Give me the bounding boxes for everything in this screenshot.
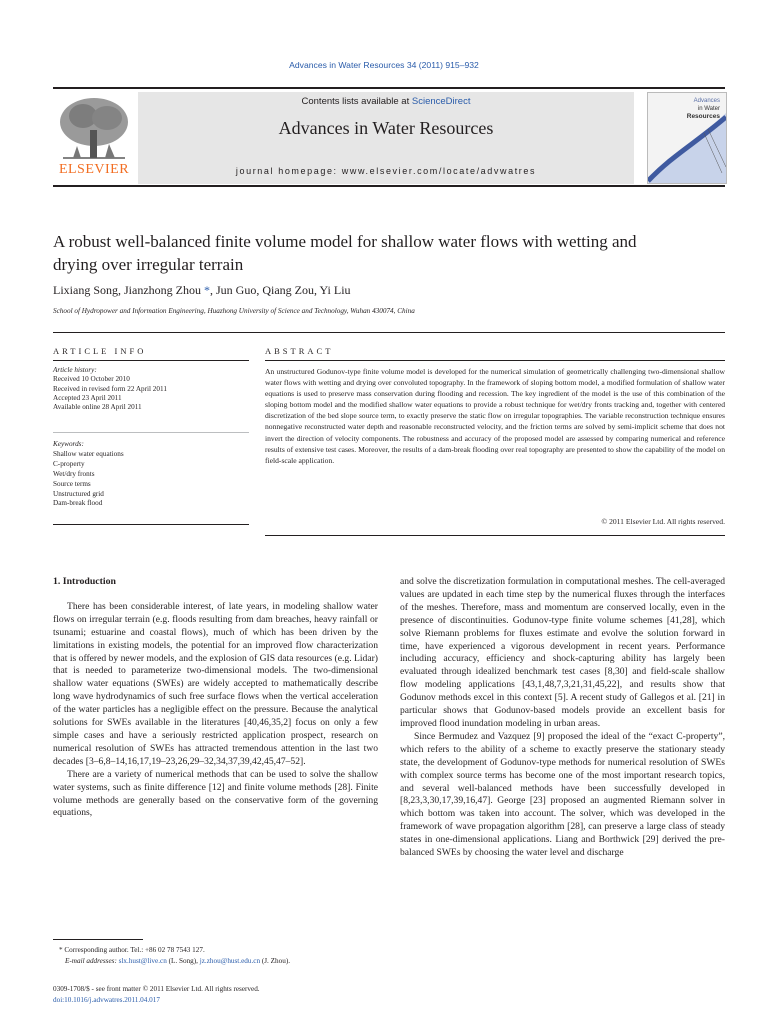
sciencedirect-link[interactable]: ScienceDirect <box>411 96 471 107</box>
abstract-copyright: © 2011 Elsevier Ltd. All rights reserved. <box>601 517 725 526</box>
history-item: Received in revised form 22 April 2011 <box>53 384 167 393</box>
history-item: Accepted 23 April 2011 <box>53 393 122 402</box>
keyword: Shallow water equations <box>53 449 124 458</box>
article-history <box>53 366 167 412</box>
corresponding-author-mark[interactable]: * <box>200 283 210 297</box>
email-owner: (L. Song), <box>166 956 200 965</box>
keywords-block <box>53 440 124 509</box>
abstract-rule <box>265 360 725 361</box>
abstract-text: An unstructured Godunov-type finite volume model is developed for the numerical simulation of geometrically challenging two-dimensional shallow water flows with wetting and drying over convoluted topography. In the framework of sloping bottom model, a modified formulation of shallow water equations is used to preserve mass conservation during flooding and recession. The key ingredient of the model is the use of this combination of the sloping bottom model and the modified shallow water equations to provide a robust technique for wet/dry fronts tracking and, together with centered discretization of the bed slope source term, to exactly preserve the static flow on irregular topographies. The variable reconstruction technique ensures nonnegative reconstructed water depth and reasonable reconstructed velocity, and the friction terms are solved by semi-implicit scheme that does not invert the direction of velocity components. The robustness and accuracy of the proposed model are assessed by comparing numerical and reference results of extensive test cases. Moreover, the results of a dam-break flooding over real topography are presented to show the capability of the model on field-scale application. <box>265 367 725 465</box>
body-paragraph: There are a variety of numerical methods that can be used to solve the shallow water systems, such as finite difference [12] and finite volume methods [28]. Finite volume methods are generally based on the conservative form of the governing equations, <box>53 768 378 819</box>
affiliation: School of Hydropower and Information Engineering, Huazhong University of Science and Technology, Wuhan 430074, China <box>53 307 415 315</box>
body-column-left <box>53 576 378 820</box>
keyword: Wet/dry fronts <box>53 469 95 478</box>
history-label: Article history: <box>53 366 97 374</box>
article-info-inner-rule <box>53 432 249 433</box>
keyword: Unstructured grid <box>53 489 104 498</box>
footnote <box>53 945 383 966</box>
email-link-song[interactable]: slx.hust@live.cn <box>118 956 167 965</box>
corresponding-author-note: * Corresponding author. Tel.: +86 02 78 7543 127. <box>59 946 205 954</box>
author-list <box>53 283 351 298</box>
header-top-rule <box>53 87 725 89</box>
keywords-label: Keywords: <box>53 440 84 448</box>
keyword: C-property <box>53 459 85 468</box>
abstract-heading: ABSTRACT <box>265 346 334 356</box>
cover-title-line2: in Water <box>697 106 720 112</box>
contents-prefix: Contents lists available at <box>301 96 412 107</box>
article-info-rule <box>53 360 249 361</box>
authors-lead: Lixiang Song, Jianzhong Zhou <box>53 283 201 297</box>
keyword: Dam-break flood <box>53 499 103 508</box>
email-link-zhou[interactable]: jz.zhou@hust.edu.cn <box>199 956 261 965</box>
journal-title: Advances in Water Resources <box>278 118 494 138</box>
article-info-heading: ARTICLE INFO <box>53 346 147 356</box>
section-divider <box>53 332 725 333</box>
cover-title-line3: Resources <box>686 113 720 120</box>
doi-link[interactable]: doi:10.1016/j.advwatres.2011.04.017 <box>53 995 160 1004</box>
email-label: E-mail addresses: <box>65 956 119 965</box>
body-paragraph: Since Bermudez and Vazquez [9] proposed the ideal of the “exact C-property”, which refers to the ability of a scheme to exactly preserve the stationary steady state, the development of Godunov-type methods for numerical resolution of SWEs with complex source terms has become one of the most important research topics, and several well-balanced methods have been successfully developed in [8,23,3,30,17,39,16,47]. George [23] proposed an augmented Riemann solver in which bottom was taken into account. The solver, which was developed in the framework of wave propagation algorithm [28], can preserve a large class of steady states in one-dimensional applications. Liang and Borthwick [29] derived the pre-balanced SWEs by choosing the water level and discharge <box>400 730 725 859</box>
article-title: A robust well-balanced finite volume model for shallow water flows with wetting and drying over irregular terrain <box>53 232 637 274</box>
header-bottom-rule <box>53 185 725 187</box>
history-item: Received 10 October 2010 <box>53 375 130 384</box>
section-heading: 1. Introduction <box>53 576 116 587</box>
authors-rest: , Jun Guo, Qiang Zou, Yi Liu <box>209 283 351 297</box>
journal-reference[interactable]: Advances in Water Resources 34 (2011) 915–932 <box>289 60 479 70</box>
issn-block <box>53 984 260 1005</box>
contents-line <box>138 96 634 107</box>
body-column-right <box>400 576 725 860</box>
issn-line: 0309-1708/$ - see front matter © 2011 Elsevier Ltd. All rights reserved. <box>53 985 260 993</box>
cover-title-line1: Advances <box>693 98 720 104</box>
article-info-bottom-rule <box>53 524 249 525</box>
body-paragraph: There has been considerable interest, of late years, in modeling shallow water flows on irregular terrain (e.g. floods resulting from dam breaches, heavy rainfall or tsunami; estuarine and coastal flows), much of which has been driven by the limitations in existing models, the potential for an improved flow characterization that is offered by newer models, and the explosion of GIS data resources (e.g. Lidar) that is needed to parameterize two-dimensional models. The two-dimensional shallow water equations (SWEs) are widely accepted to mathematically describe long wave hydrodynamics of such free surface flows when the vertical acceleration of the water particles has a negligible effect on the pressure. Because the analytical solutions for SWEs available in the literatures [40,46,35,2] focus on only a few simple cases and have a seriously restricted application prospect, research on numerical resolution of SWEs has attracted tremendous attention in the last two decades [3–6,8–14,16,17,19–23,26,29–32,34,37,39,42,45,47–52]. <box>53 600 378 767</box>
abstract-bottom-rule <box>265 535 725 536</box>
publisher-name: ELSEVIER <box>58 162 130 177</box>
keyword: Source terms <box>53 479 91 488</box>
email-line <box>53 956 383 967</box>
journal-homepage[interactable]: journal homepage: www.elsevier.com/locate/advwatres <box>235 166 537 176</box>
history-item: Available online 28 April 2011 <box>53 403 142 412</box>
email-owner: (J. Zhou). <box>260 956 291 965</box>
footnote-rule <box>53 939 143 940</box>
body-paragraph: and solve the discretization formulation in computational meshes. The cell-averaged values are updated in each time step by the numerical fluxes through the interfaces of the meshes. Therefore, mass and momentum are conserved locally, even in the presence of discontinuities. Godunov-type finite volume schemes [41,28], which solve Riemann problems for fluxes estimate and evolve the solution forward in time, have experienced a vigorous development in recent years. Performance including accuracy, efficiency and shock-capturing ability has largely been evaluated through idealized benchmark test cases [8,30] and field-scale shallow flow modeling applications [43,1,48,7,3,21,31,45,22], and results show that Godunov methods excel in this context [5]. A recent study of Gallegos et al. [21] in particular shows that Godunov-based models provide an excellent basis for improved flood inundation modeling in urban areas. <box>400 576 725 729</box>
